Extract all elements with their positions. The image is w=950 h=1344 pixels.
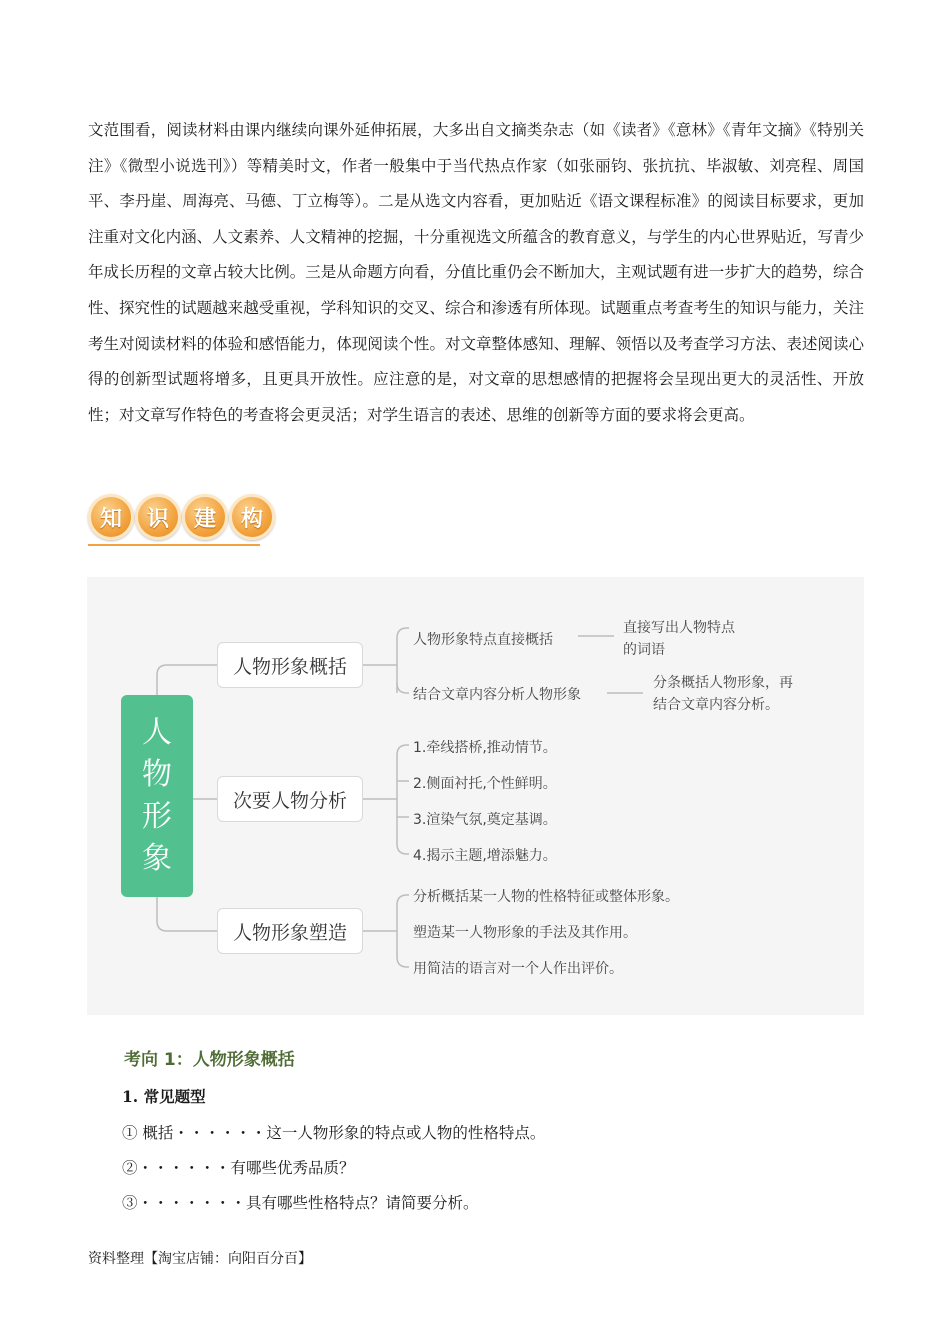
- connector: [397, 628, 409, 638]
- leaf-item: 4.揭示主题,增添魅力。: [413, 848, 557, 864]
- section-banner-knowledge-structure: [88, 494, 276, 544]
- connector: [397, 957, 409, 967]
- list-item: ②・・・・・・有哪些优秀品质？: [122, 1159, 355, 1177]
- leaf-item: 分析概括某一人物的性格特征或整体形象。: [413, 889, 679, 905]
- leaf-item: 1.牵线搭桥,推动情节。: [413, 740, 557, 756]
- connector: [397, 683, 409, 693]
- mind-map: [87, 577, 864, 1015]
- section-heading: 考向 1：人物形象概括: [124, 1050, 295, 1070]
- leaf-item: 结合文章内容分析人物形象: [413, 687, 581, 703]
- banner-char: 知: [88, 494, 134, 540]
- intro-paragraph: 文范围看，阅读材料由课内继续向课外延伸拓展，大多出自文摘类杂志（如《读者》《意林》《青年文摘》《特别关注》《微型小说选刊》）等精美时文，作者一般集中于当代热点作家（如张丽钧、张抗抗、毕淑敏、刘亮程、周国平、李丹崖、周海亮、马德、丁立梅等）。二是从选文内容看，更加贴近《语文课程标准》的阅读目标要求，更加注重对文化内涵、人文素养、人文精神的挖掘，十分重视选文所蕴含的教育意义，与学生的内心世界贴近，写青少年成长历程的文章占较大比例。三是从命题方向看，分值比重仍会不断加大，主观试题有进一步扩大的趋势，综合性、探究性的试题越来越受重视，学科知识的交叉、综合和渗透有所体现。试题重点考查考生的知识与能力，关注考生对阅读材料的体验和感悟能力，体现阅读个性。对文章整体感知、理解、领悟以及考查学习方法、表述阅读心得的创新型试题将增多，且更具开放性。应注意的是，对文章的思想感情的把握将会呈现出更大的灵活性、开放性；对文章写作特色的考查将会更灵活；对学生语言的表述、思维的创新等方面的要求将会更高。: [88, 121, 864, 424]
- subheading: 1. 常见题型: [122, 1087, 206, 1106]
- banner-char: 构: [229, 494, 275, 540]
- connector: [397, 895, 409, 905]
- connector: [397, 844, 409, 854]
- mind-map-root: 人物形象: [121, 695, 193, 897]
- banner-char: 建: [182, 494, 228, 540]
- banner-underline: [88, 544, 260, 546]
- connector: [397, 745, 409, 755]
- branch-node: 人物形象概括: [217, 642, 363, 688]
- branch-node: 次要人物分析: [217, 776, 363, 822]
- branch-node: 人物形象塑造: [217, 908, 363, 954]
- banner-char: 识: [135, 494, 181, 540]
- leaf-note: 分条概括人物形象，再 结合文章内容分析。: [653, 675, 793, 713]
- connector: [157, 897, 217, 931]
- leaf-item: 3.渲染气氛,奠定基调。: [413, 812, 557, 828]
- list-item: ③・・・・・・・具有哪些性格特点？请简要分析。: [122, 1194, 479, 1212]
- page-footer: 资料整理【淘宝店铺：向阳百分百】: [88, 1251, 312, 1267]
- leaf-item: 2.侧面衬托,个性鲜明。: [413, 776, 557, 792]
- list-item: ① 概括・・・・・・这一人物形象的特点或人物的性格特点。: [122, 1124, 546, 1142]
- leaf-note: 直接写出人物特点 的词语: [623, 620, 735, 658]
- leaf-item: 用简洁的语言对一个人作出评价。: [413, 961, 623, 977]
- connector: [157, 665, 217, 695]
- leaf-item: 塑造某一人物形象的手法及其作用。: [413, 925, 637, 941]
- leaf-item: 人物形象特点直接概括: [413, 632, 553, 648]
